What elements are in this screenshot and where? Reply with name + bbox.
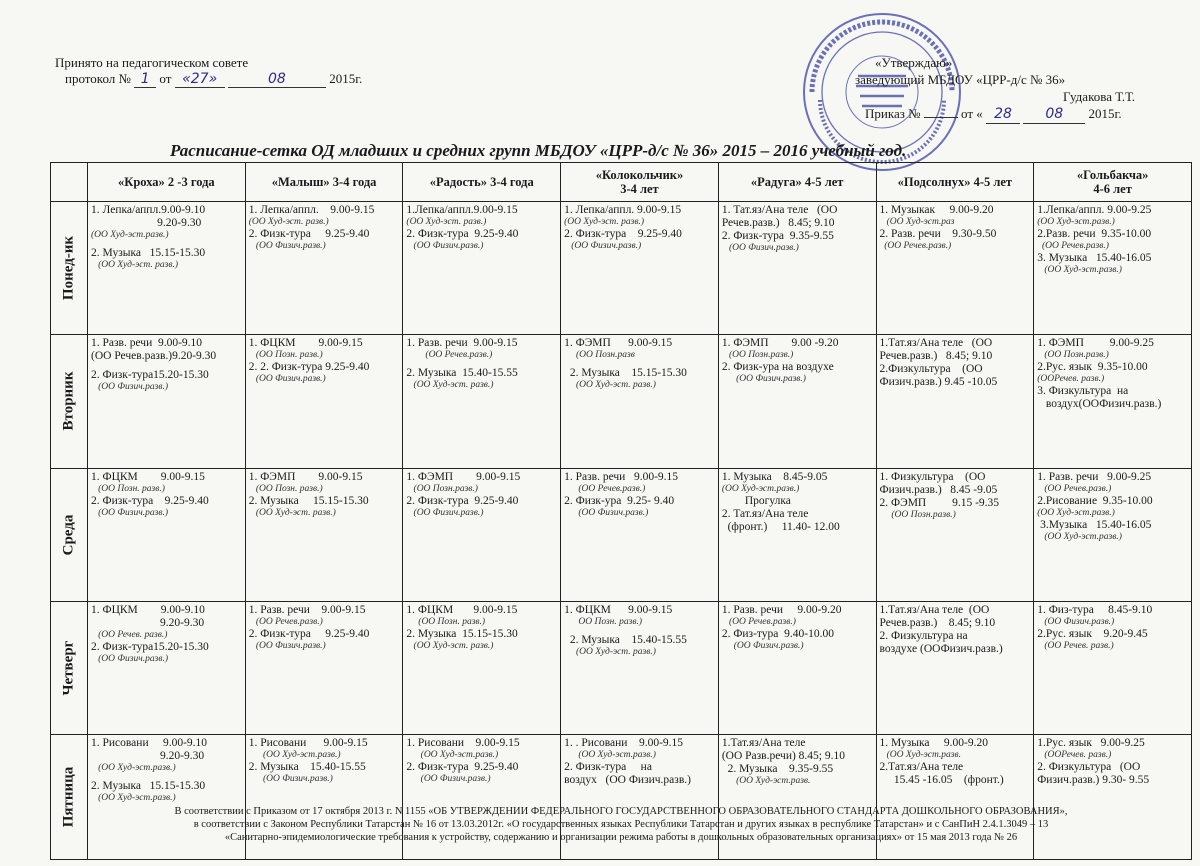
activity-line: 2.Рус. язык 9.35-10.00: [1037, 361, 1148, 374]
schedule-cell: [876, 335, 1034, 468]
activity-line: 1. Музыка 8.45-9.05: [721, 470, 828, 483]
protocol-number: 1: [134, 71, 156, 88]
page-title: Расписание-сетка ОД младших и средних групп МБДОУ «ЦРР-д/с № 36» 2015 – 2016 учебный год.: [170, 141, 907, 160]
protocol-day: «27»: [175, 71, 225, 88]
director-name: Гудакова Т.Т.: [1062, 89, 1135, 104]
area-note: (ОО Физич.разв.): [1037, 616, 1115, 627]
activity-line: 2. Разв. речи 9.30-9.50: [879, 228, 997, 240]
activity-line: Физич.разв.) 8.45 -9.05: [879, 483, 998, 496]
activity-line: 1.Тат.яз/Ана теле (ОО: [879, 603, 990, 616]
activity-line: (ОО Речев.разв.)9.20-9.30: [91, 350, 217, 363]
area-note: (ОО Физич.разв.): [564, 507, 649, 518]
activity-line: 3. Физкультура на: [1037, 385, 1129, 398]
protocol-year: 2015г.: [329, 71, 363, 86]
council-approval: [55, 55, 362, 88]
schedule-cell: [245, 335, 403, 468]
activity-line: 2. Музыка 15.15-15.30: [91, 780, 206, 793]
area-note: (ОО Худ-эст. разв.): [406, 640, 494, 651]
area-note: (ОО Худ-эст.разв.: [721, 776, 811, 787]
activity-line: воздух (ОО Физич.разв.): [564, 774, 691, 787]
column-header: «Гольбакча» 4-6 лет: [1034, 163, 1192, 202]
activity-line: воздух(ООФизич.разв.): [1037, 398, 1162, 411]
order-from-label: от «: [961, 106, 983, 121]
footer-line: В соответствии с Приказом от 17 октября 2013 г. N 1155 «ОБ УТВЕРЖДЕНИИ ФЕДЕРАЛЬНОГО ГОСУДАРСТВЕННОГО ОБРАЗОВАТЕЛЬНОГО СТАНДАРТА ДОШКОЛЬНОГО ОБРАЗОВАНИЯ»,: [174, 806, 1068, 817]
day-label-cell: [51, 601, 88, 734]
area-note: (ОО Худ-эст.разв.): [1037, 217, 1115, 227]
activity-line: (ОО Разв.речи) 8.45; 9.10: [721, 750, 846, 763]
activity-line: 1. . Рисовани 9.00-9.15: [564, 737, 684, 750]
activity-line: 1.Лепка/аппл.9.00-9.15: [406, 204, 518, 216]
activity-line: Физич.разв.) 9.45 -10.05: [879, 376, 998, 389]
area-note: ОО Позн. разв.): [564, 616, 642, 627]
schedule-cell: [876, 468, 1034, 601]
activity-line: 2.Физкультура (ОО: [879, 363, 983, 376]
schedule-cell: [1034, 335, 1192, 468]
activity-line: 1. Физ-тура 8.45-9.10: [1037, 603, 1153, 616]
schedule-cell: [403, 202, 561, 335]
activity-line: 1. Разв. речи 9.00-9.15: [564, 470, 679, 483]
area-note: (ОО Речев.разв.): [1037, 241, 1109, 251]
director-position: заведующий МБДОУ «ЦРР-д/с № 36»: [855, 72, 1066, 87]
activity-line: 1. Физкультура (ОО: [879, 470, 986, 483]
day-label-cell: [51, 335, 88, 468]
activity-line: 2.Разв. речи 9.35-10.00: [1037, 228, 1152, 240]
area-note: (ООРечев. разв.): [1037, 750, 1112, 761]
area-note: (ОО Худ-эст. разв.): [248, 217, 329, 227]
activity-line: 1. Рисовани 9.00-9.15: [248, 737, 368, 750]
area-note: (ОО Худ-эст. разв.): [564, 646, 656, 657]
activity-line: 1. Разв. речи 9.00-9.20: [721, 603, 842, 616]
area-note: (ОО Позн.разв.): [879, 509, 956, 520]
area-note: (ОО Физич.разв.): [248, 774, 333, 785]
activity-line: 1. Лепка/аппл.9.00-9.10: [91, 204, 206, 216]
activity-line: 1. Рисовани 9.00-9.10: [91, 737, 208, 750]
activity-line: 2. Физк-тура 9.25-9.40: [564, 228, 682, 240]
protocol-line: [55, 71, 362, 88]
activity-line: 15.45 -16.05 (фронт.): [879, 774, 1004, 787]
activity-line: 2. Тат.яз/Ана теле: [721, 507, 809, 520]
activity-line: 1. ФЦКМ 9.00-9.10: [91, 603, 205, 616]
footer-line: в соответствии с Законом Республики Татарстан № 16 от 13.03.2012г. «О государственных языках Республики Татарстан и других языках в республике Татарстан» и с СанПиН 2.4.1.3049 – 13: [193, 819, 1049, 830]
area-note: (ОО Речев.разв.): [1037, 483, 1112, 494]
activity-line: 1. Музыкак 9.00-9.20: [879, 204, 994, 216]
activity-line: 1. ФЦКМ 9.00-9.15: [406, 603, 518, 616]
schedule-cell: [718, 335, 876, 468]
activity-line: 3.Музыка 15.40-16.05: [1037, 518, 1152, 531]
activity-line: 2. Физк-тура 9.25-9.40: [406, 228, 519, 240]
activity-line: 2.Рус. язык 9.20-9.45: [1037, 627, 1148, 640]
area-note: (ОО Физич.разв.): [564, 241, 642, 251]
activity-line: 2. Физк-тура15.20-15.30: [91, 640, 209, 653]
area-note: (ОО Худ-эст.разв.): [564, 750, 656, 761]
activity-line: 1. Музыка 9.00-9.20: [879, 737, 988, 750]
activity-line: 9.20-9.30: [91, 616, 205, 629]
activity-line: 2. Музыка 9.35-9.55: [721, 763, 834, 776]
schedule-cell: [245, 468, 403, 601]
activity-line: 2. Физ-тура 9.40-10.00: [721, 627, 834, 640]
schedule-body: [51, 202, 1192, 860]
activity-line: 1.Тат.яз/Ана теле (ОО: [879, 337, 993, 350]
area-note: (ОО Худ-эст.разв.): [721, 483, 800, 494]
area-note: (ОО Позн. разв.): [91, 483, 165, 494]
schedule-cell: [561, 468, 719, 601]
activity-line: 1. ФЦКМ 9.00-9.15: [91, 470, 205, 483]
area-note: (ОО Худ-эст.разв.): [91, 230, 169, 240]
activity-line: 2. Физк-ура 9.25- 9.40: [564, 494, 675, 507]
area-note: (ОО Физич.разв.): [91, 653, 169, 664]
activity-line: 1. Лепка/аппл. 9.00-9.15: [564, 204, 682, 216]
activity-line: 9.20-9.30: [91, 217, 202, 229]
area-note: (ОО Речев.разв.): [879, 241, 952, 251]
area-note: (ОО Позн.разв: [564, 350, 635, 361]
activity-line: 2. Физк-тура 9.25-9.40: [406, 761, 519, 774]
activity-line: Речев.разв.) 8.45; 9.10: [879, 350, 993, 363]
area-note: (ОО Худ-эст.разв.): [1037, 531, 1122, 542]
activity-line: 2.Тат.яз/Ана теле: [879, 761, 964, 774]
day-label-cell: [51, 468, 88, 601]
area-note: (ОО Худ-эст.раз: [879, 217, 955, 227]
area-note: (ОО Худ-эст.разв.): [91, 793, 176, 804]
protocol-month: 08: [228, 71, 326, 88]
activity-line: 2. Музыка 15.15-15.30: [406, 627, 518, 640]
activity-line: 1.Тат.яз/Ана теле: [721, 737, 806, 750]
area-note: (ОО Речев.разв.): [564, 483, 646, 494]
activity-line: 1. Тат.яз/Ана теле (ОО: [721, 204, 838, 216]
order-month: 08: [1023, 106, 1085, 124]
activity-line: Прогулка: [721, 494, 791, 507]
area-note: (ООРечев. разв.): [1037, 374, 1105, 385]
schedule-cell: [245, 202, 403, 335]
order-number: [924, 117, 958, 118]
column-header: «Радуга» 4-5 лет: [718, 163, 876, 202]
activity-line: 2. Музыка 15.40-15.55: [406, 367, 518, 380]
schedule-cell: [403, 335, 561, 468]
activity-line: 2. Физк-тура 9.25-9.40: [91, 494, 209, 507]
activity-line: Речев.разв.) 8.45; 9.10: [721, 217, 835, 229]
area-note: (ОО Позн.разв.): [721, 350, 794, 361]
area-note: (ОО Физич.разв.): [91, 507, 169, 518]
area-note: (ОО Физич.разв.): [406, 507, 484, 518]
schedule-row: [51, 601, 1192, 734]
area-note: (ОО Физич.разв.): [721, 374, 806, 385]
schedule-cell: [718, 468, 876, 601]
schedule-cell: [1034, 468, 1192, 601]
activity-line: 2. Физк-тура15.20-15.30: [91, 369, 209, 382]
area-note: (ОО Физич.разв.): [248, 241, 326, 251]
day-label-cell: [51, 202, 88, 335]
protocol-label: протокол №: [65, 71, 131, 86]
activity-line: 2. Физк-тура 9.25-9.40: [248, 627, 370, 640]
area-note: (ОО Позн.разв.): [406, 483, 478, 494]
area-note: (ОО Физич.разв.): [406, 241, 484, 251]
activity-line: 2. Физк-тура 9.35-9.55: [721, 230, 834, 242]
schedule-cell: [1034, 202, 1192, 335]
column-header: «Колокольчик» 3-4 лет: [561, 163, 719, 202]
schedule-row: [51, 468, 1192, 601]
activity-line: 2. Физк-тура 9.25-9.40: [406, 494, 519, 507]
activity-line: 1. ФЦКМ 9.00-9.15: [248, 337, 363, 350]
approve-label: «Утверждаю»: [875, 55, 953, 70]
footer-notes: [50, 805, 1192, 844]
column-header: «Радость» 3-4 года: [403, 163, 561, 202]
area-note: (ОО Худ-эст. разв.): [564, 217, 645, 227]
area-note: (ОО Худ-эст. разв.): [406, 217, 487, 227]
activity-line: 1. Разв. речи 9.00-9.15: [248, 603, 366, 616]
activity-line: (фронт.) 11.40- 12.00: [721, 520, 840, 533]
schedule-cell: [88, 335, 246, 468]
schedule-cell: [718, 601, 876, 734]
activity-line: 2. Физкультура на: [879, 629, 968, 642]
order-line: [855, 105, 1175, 124]
schedule-cell: [561, 601, 719, 734]
schedule-cell: [1034, 601, 1192, 734]
area-note: (ОО Худ-эст. разв.): [564, 380, 656, 391]
column-header: «Подсолнух» 4-5 лет: [876, 163, 1034, 202]
schedule-cell: [403, 601, 561, 734]
header-row: [51, 163, 1192, 202]
activity-line: 2. Физкультура (ОО: [1037, 761, 1141, 774]
area-note: (ОО Физич.разв.): [721, 640, 804, 651]
schedule-row: [51, 335, 1192, 468]
schedule-table: [50, 162, 1192, 860]
area-note: (ОО Позн. разв.): [248, 350, 323, 361]
activity-line: 2. Музыка 15.15-15.30: [564, 367, 687, 380]
day-label: Вторник: [60, 371, 77, 431]
council-line: Принято на педагогическом совете: [55, 55, 249, 70]
activity-line: 2. Физк-ура на воздухе: [721, 361, 834, 374]
activity-line: 1.Рус. язык 9.00-9.25: [1037, 737, 1145, 750]
area-note: (ОО Худ-эст.разв.): [406, 750, 499, 761]
day-label: Четверг: [60, 640, 77, 696]
activity-line: 2. Музыка 15.40-15.55: [564, 633, 687, 646]
schedule-cell: [245, 601, 403, 734]
area-note: (ОО Речев. разв.): [1037, 640, 1114, 651]
area-note: (ОО Худ-эст. разв.): [406, 380, 494, 391]
area-note: (ОО Позн. разв.): [406, 616, 486, 627]
area-note: (ОО Физич.разв.): [91, 382, 169, 393]
area-note: (ОО Худ-эст.разв.): [1037, 507, 1115, 518]
activity-line: 2. Физк-тура на: [564, 761, 652, 774]
activity-line: Физич.разв.) 9.30- 9.55: [1037, 774, 1150, 787]
schedule-row: [51, 202, 1192, 335]
activity-line: воздухе (ООФизич.разв.): [879, 642, 1003, 655]
day-label: Пятница: [60, 766, 77, 828]
area-note: (ОО Физич.разв.): [406, 774, 491, 785]
day-label: Среда: [60, 514, 77, 556]
activity-line: 1. ФЭМП 9.00-9.15: [564, 337, 673, 350]
area-note: (ОО Худ-эст.разв.): [1037, 265, 1122, 275]
area-note: (ОО Позн.разв.): [1037, 350, 1109, 361]
activity-line: 1. ФЭМП 9.00-9.15: [406, 470, 521, 483]
area-note: (ОО Физич.разв.): [248, 374, 326, 385]
area-note: (ОО Речев.разв.): [406, 350, 493, 361]
footer-line: «Санитарно-эпидемиологические требования к устройству, содержанию и организации режима работы в дошкольных образовательных организациях» от 15 мая 2013 года № 26: [224, 832, 1018, 843]
schedule-cell: [876, 601, 1034, 734]
activity-line: 1. ФЭМП 9.00 -9.20: [721, 337, 839, 350]
activity-line: 2. ФЭМП 9.15 -9.35: [879, 496, 1000, 509]
area-note: (ОО Физич.разв.): [721, 243, 799, 253]
area-note: (ОО Физич.разв.): [248, 640, 326, 651]
protocol-from-label: от: [159, 71, 172, 86]
area-note: (ОО Худ-эст.разв.): [91, 763, 176, 774]
schedule-cell: [561, 335, 719, 468]
activity-line: 2. Музыка 15.15-15.30: [248, 494, 369, 507]
activity-line: 2. Музыка 15.40-15.55: [248, 761, 366, 774]
activity-line: 1. Разв. речи 9.00-9.15: [406, 337, 518, 350]
corner-cell: [51, 163, 88, 202]
activity-line: 2. Музыка 15.15-15.30: [91, 247, 206, 259]
area-note: (ОО Худ-эст.разв.): [248, 750, 341, 761]
activity-line: 1. Лепка/аппл. 9.00-9.15: [248, 204, 375, 216]
schedule-cell: [718, 202, 876, 335]
column-header: «Малыш» 3-4 года: [245, 163, 403, 202]
day-label: Понед-ик: [60, 236, 77, 301]
activity-line: 1. ФЭМП 9.00-9.15: [248, 470, 363, 483]
activity-line: 1. ФЭМП 9.00-9.25: [1037, 337, 1154, 350]
schedule-cell: [88, 468, 246, 601]
area-note: (ОО Худ-эст. разв.): [248, 507, 336, 518]
column-header: «Кроха» 2 -3 года: [88, 163, 246, 202]
activity-line: 2. 2. Физк-тура 9.25-9.40: [248, 361, 370, 374]
activity-line: 1. Разв. речи 9.00-9.25: [1037, 470, 1152, 483]
order-day: 28: [986, 106, 1020, 124]
schedule-cell: [561, 202, 719, 335]
director-approval: [855, 54, 1175, 124]
activity-line: 1. Разв. речи 9.00-9.10: [91, 337, 203, 350]
activity-line: 9.20-9.30: [91, 750, 205, 763]
activity-line: 1. ФЦКМ 9.00-9.15: [564, 603, 673, 616]
area-note: (ОО Речев. разв.): [91, 629, 168, 640]
order-year: 2015г.: [1088, 106, 1122, 121]
schedule-cell: [88, 601, 246, 734]
area-note: (ОО Худ-эст.разв.: [879, 750, 962, 761]
schedule-cell: [88, 202, 246, 335]
activity-line: 1. Рисовани 9.00-9.15: [406, 737, 520, 750]
activity-line: 2. Физк-тура 9.25-9.40: [248, 228, 370, 240]
area-note: (ОО Речев.разв.): [721, 616, 796, 627]
activity-line: 1.Лепка/аппл. 9.00-9.25: [1037, 204, 1152, 216]
order-label: Приказ №: [865, 106, 921, 121]
activity-line: Речев.разв.) 8.45; 9.10: [879, 616, 996, 629]
activity-line: 3. Музыка 15.40-16.05: [1037, 252, 1152, 264]
schedule-cell: [403, 468, 561, 601]
area-note: (ОО Худ-эст. разв.): [91, 260, 179, 270]
schedule-cell: [876, 202, 1034, 335]
area-note: (ОО Речев.разв.): [248, 616, 323, 627]
area-note: (ОО Позн. разв.): [248, 483, 323, 494]
activity-line: 2.Рисование 9.35-10.00: [1037, 494, 1153, 507]
